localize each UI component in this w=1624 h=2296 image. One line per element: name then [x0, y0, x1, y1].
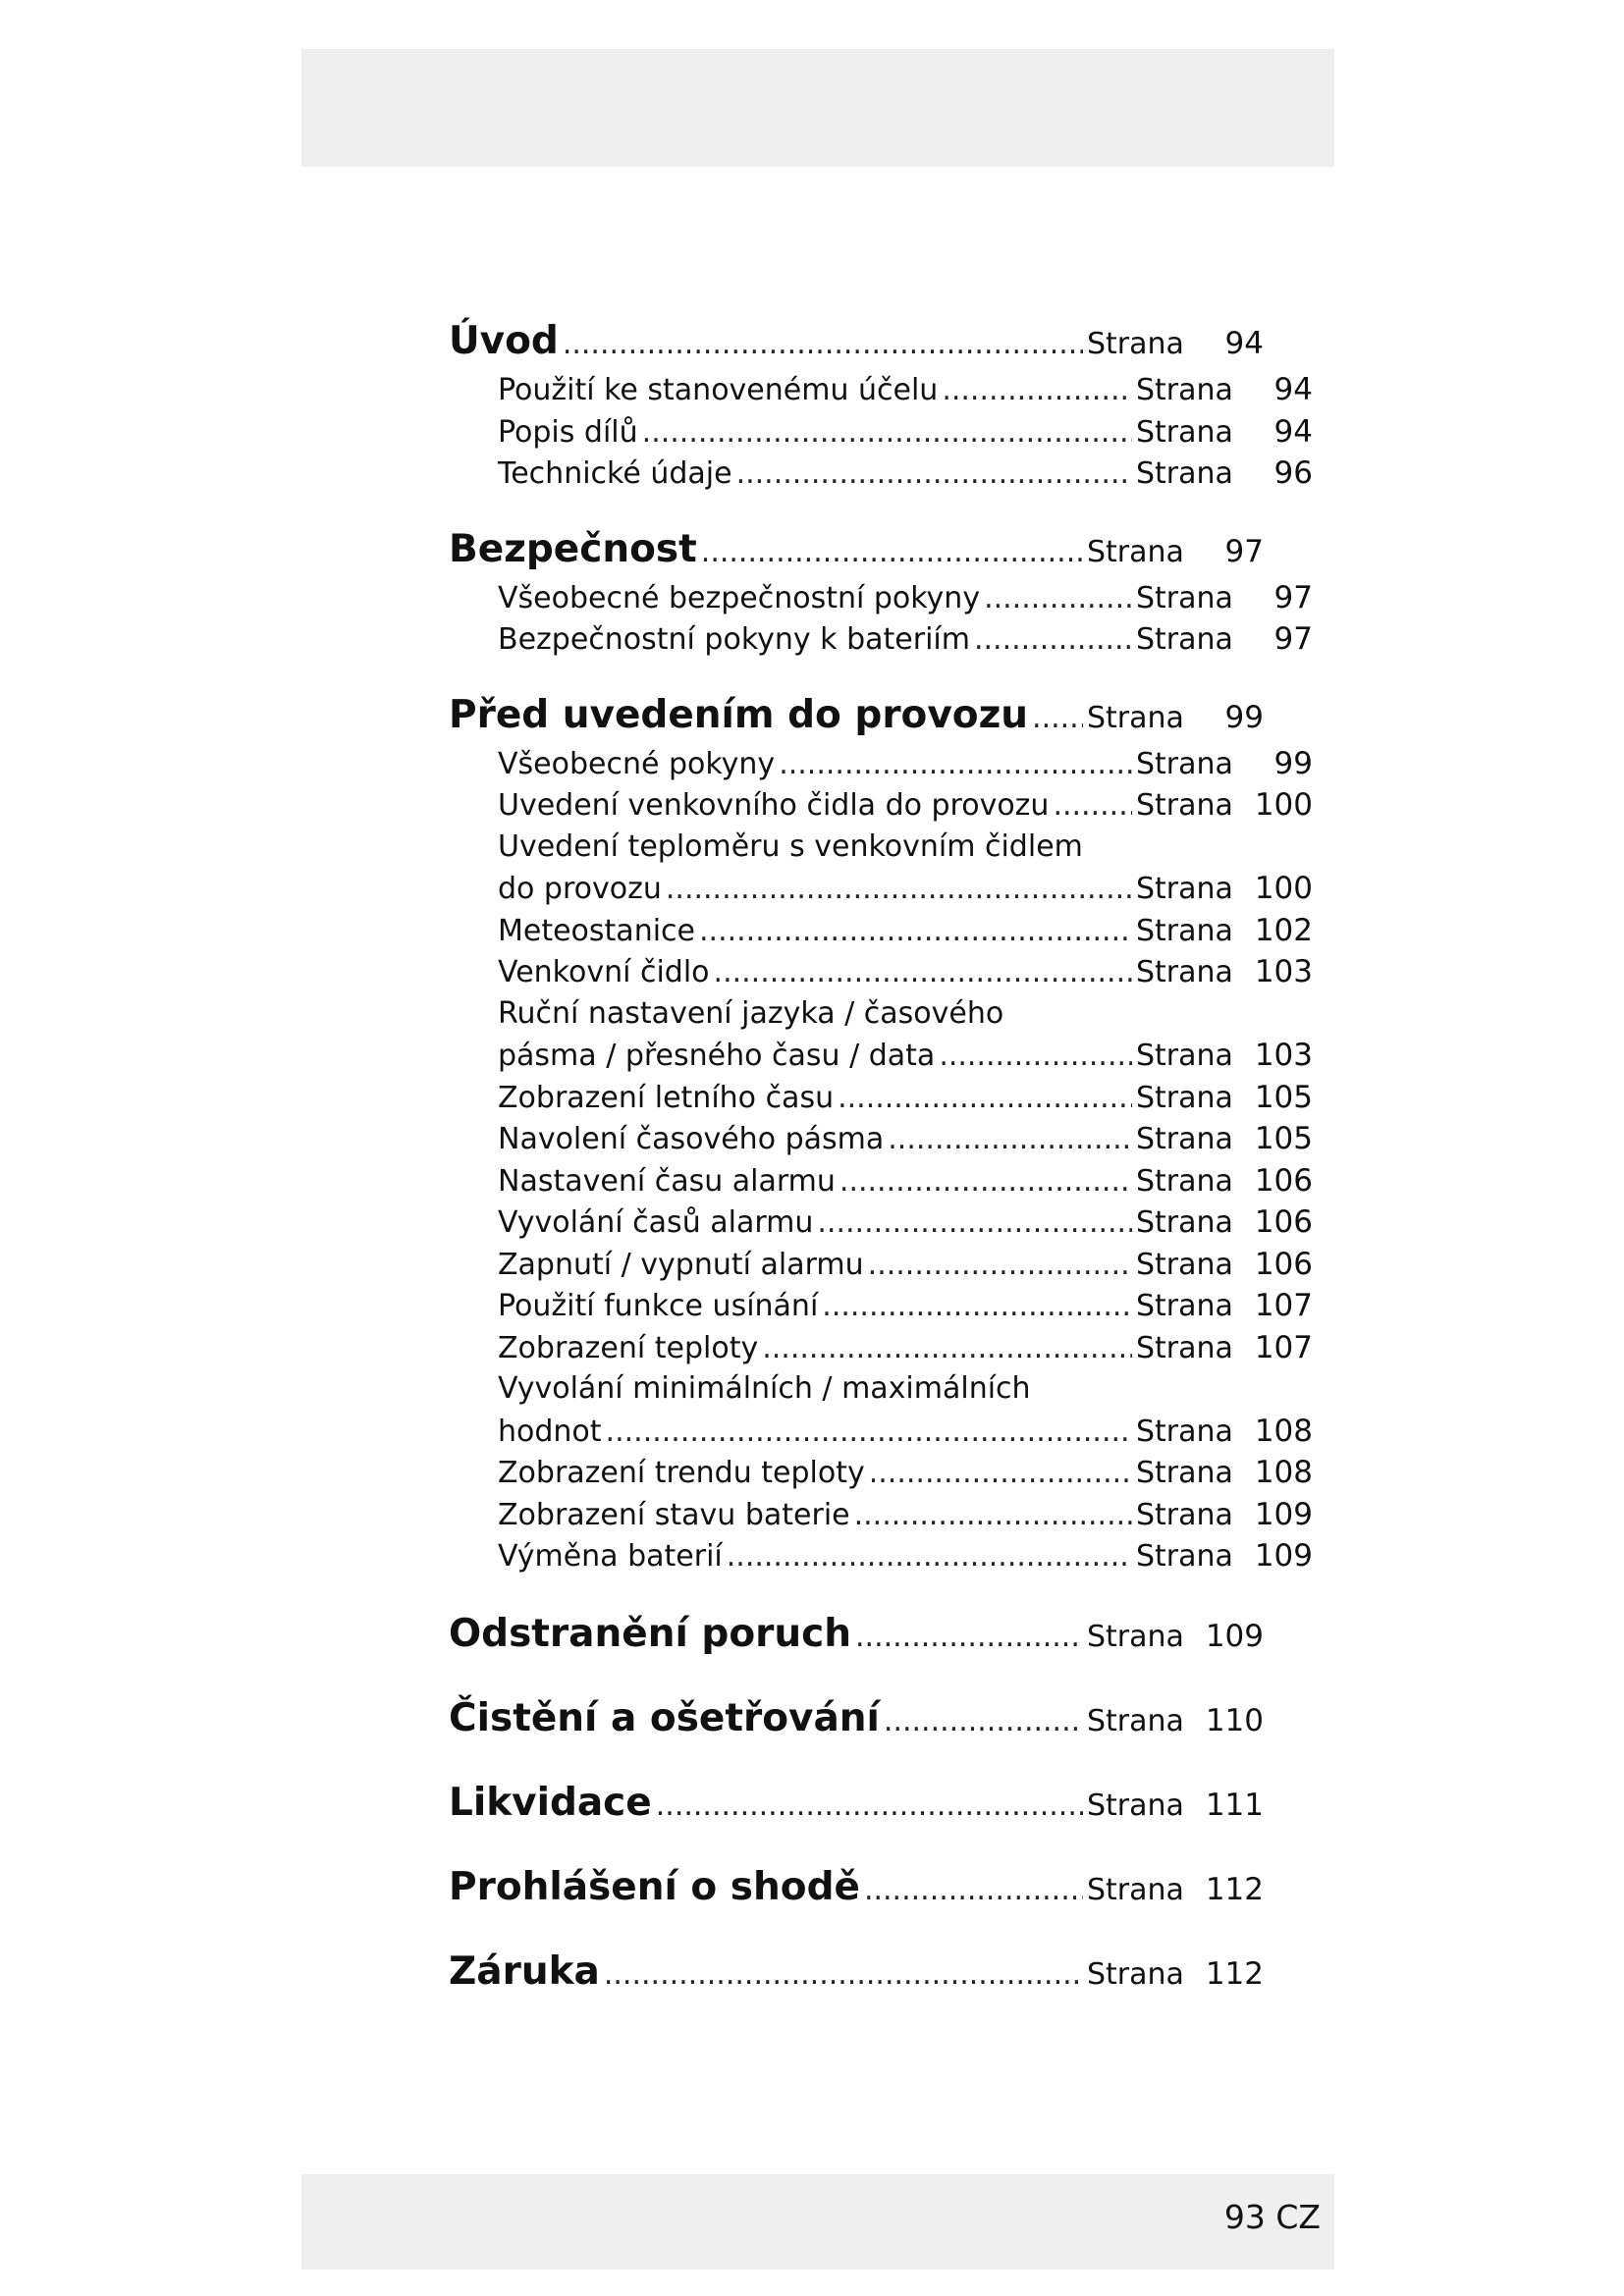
toc-page-number: 100	[1254, 787, 1313, 823]
toc-section-likvidace[interactable]	[449, 1776, 1264, 1831]
toc-spacer	[449, 1662, 1264, 1691]
toc-item-title-line1: Uvedení teploměru s venkovním čidlem	[498, 828, 1083, 864]
toc-item-title: Vyvolání časů alarmu	[498, 1205, 814, 1240]
toc-page-number: 109	[1205, 1618, 1264, 1654]
toc-page-number: 106	[1254, 1246, 1313, 1282]
toc-page-number: 109	[1254, 1496, 1313, 1532]
toc-leader-dots	[817, 1202, 1132, 1245]
toc-item-title: Uvedení venkovního čidla do provozu	[498, 788, 1050, 823]
toc-item-line1	[449, 993, 1313, 1036]
toc-spacer	[449, 1746, 1264, 1776]
toc-item-title: Venkovní čidlo	[498, 955, 710, 989]
toc-item[interactable]	[449, 1411, 1313, 1453]
toc-section-odstraneni-poruch[interactable]	[449, 1607, 1264, 1662]
toc-section-bezpecnost[interactable]	[449, 522, 1264, 577]
toc-spacer	[449, 1831, 1264, 1860]
toc-strana-label: Strana	[1136, 872, 1233, 906]
toc-page-number: 106	[1254, 1204, 1313, 1240]
toc-strana-label: Strana	[1136, 1456, 1233, 1490]
toc-strana-label: Strana	[1087, 1788, 1184, 1823]
toc-leader-dots	[942, 370, 1132, 412]
toc-strana-label: Strana	[1136, 1205, 1233, 1240]
toc-item[interactable]	[449, 411, 1313, 454]
toc-item[interactable]	[449, 1160, 1313, 1202]
toc-item-title: Všeobecné bezpečnostní pokyny	[498, 580, 981, 615]
toc-item-title: Technické údaje	[498, 456, 732, 491]
toc-item-title: Výměna baterií	[498, 1539, 723, 1574]
toc-leader-dots	[939, 1036, 1132, 1078]
toc-section-title: Prohlášení o shodě	[449, 1864, 860, 1909]
toc-page-number: 97	[1273, 579, 1313, 615]
toc-leader-dots	[779, 744, 1132, 786]
toc-leader-dots	[1053, 785, 1132, 828]
toc-leader-dots	[868, 1245, 1132, 1287]
toc-section-title: Záruka	[449, 1949, 600, 1994]
toc-strana-label: Strana	[1087, 1703, 1184, 1738]
toc-item-title: Všeobecné pokyny	[498, 746, 776, 781]
toc-page-number: 103	[1254, 954, 1313, 989]
toc-item[interactable]	[449, 1244, 1313, 1286]
toc-section-cisteni[interactable]	[449, 1691, 1264, 1746]
toc-page-number: 105	[1254, 1079, 1313, 1115]
toc-leader-dots	[1032, 691, 1083, 746]
toc-item[interactable]	[449, 1035, 1313, 1077]
toc-item-title: Zobrazení letního času	[498, 1080, 835, 1115]
toc-strana-label: Strana	[1136, 746, 1233, 781]
toc-leader-dots	[714, 952, 1132, 994]
toc-item[interactable]	[449, 577, 1313, 619]
toc-strana-label: Strana	[1136, 1039, 1233, 1073]
toc-strana-label: Strana	[1136, 955, 1233, 989]
table-of-contents	[449, 314, 1313, 2000]
toc-item[interactable]	[449, 743, 1313, 785]
toc-item[interactable]	[449, 1077, 1313, 1119]
toc-page-number: 108	[1254, 1455, 1313, 1490]
toc-item-title-line1: Ruční nastavení jazyka / časového	[498, 995, 1004, 1031]
toc-strana-label: Strana	[1136, 788, 1233, 823]
toc-item[interactable]	[449, 1118, 1313, 1160]
toc-item-title: do provozu	[498, 872, 662, 906]
toc-item-title: Zobrazení trendu teploty	[498, 1456, 865, 1490]
toc-item-title: Použití ke stanovenému účelu	[498, 373, 939, 407]
toc-strana-label: Strana	[1136, 622, 1233, 657]
toc-page-number: 107	[1254, 1329, 1313, 1365]
toc-item-title: Popis dílů	[498, 414, 638, 450]
toc-section-title: Před uvedením do provozu	[449, 692, 1029, 737]
toc-page-number: 112	[1205, 1955, 1264, 1992]
toc-section-prohlaseni[interactable]	[449, 1860, 1264, 1915]
header-band	[301, 49, 1334, 167]
toc-page-number: 102	[1254, 912, 1313, 948]
toc-leader-dots	[984, 578, 1132, 620]
toc-leader-dots	[854, 1495, 1132, 1537]
toc-strana-label: Strana	[1136, 1539, 1233, 1574]
toc-page-number: 112	[1205, 1871, 1264, 1907]
toc-section-uvod[interactable]	[449, 314, 1264, 369]
toc-leader-dots	[884, 1694, 1083, 1749]
toc-leader-dots	[666, 869, 1132, 911]
toc-page-number: 109	[1254, 1538, 1313, 1574]
toc-item[interactable]	[449, 369, 1313, 411]
toc-leader-dots	[839, 1161, 1132, 1203]
toc-item[interactable]	[449, 453, 1313, 495]
toc-page-number: 94	[1273, 413, 1313, 450]
toc-strana-label: Strana	[1136, 456, 1233, 491]
toc-item-title: Zapnutí / vypnutí alarmu	[498, 1247, 864, 1282]
toc-page-number: 97	[1224, 533, 1264, 569]
toc-item-title: Meteostanice	[498, 913, 695, 948]
toc-leader-dots	[822, 1286, 1132, 1328]
toc-page-number: 99	[1224, 699, 1264, 735]
toc-item[interactable]	[449, 784, 1313, 827]
toc-page-number: 99	[1273, 745, 1313, 781]
toc-item[interactable]	[449, 951, 1313, 993]
toc-item-line1	[449, 827, 1313, 869]
toc-item-title: Navolení časového pásma	[498, 1122, 885, 1156]
toc-spacer	[449, 1915, 1264, 1945]
toc-spacer	[449, 661, 1264, 688]
toc-leader-dots	[727, 1536, 1132, 1578]
toc-spacer	[449, 495, 1264, 522]
toc-strana-label: Strana	[1136, 1497, 1233, 1532]
toc-leader-dots	[606, 1412, 1132, 1454]
toc-item[interactable]	[449, 1535, 1313, 1577]
toc-item[interactable]	[449, 1201, 1313, 1244]
toc-page-number: 108	[1254, 1413, 1313, 1449]
toc-leader-dots	[563, 317, 1083, 372]
toc-strana-label: Strana	[1136, 1414, 1233, 1449]
toc-item[interactable]	[449, 1452, 1313, 1494]
toc-page-number: 94	[1224, 326, 1264, 361]
toc-strana-label: Strana	[1136, 580, 1233, 615]
page-number: 93 CZ	[1223, 2198, 1321, 2236]
toc-page-number: 110	[1205, 1702, 1264, 1738]
toc-leader-dots	[888, 1119, 1132, 1161]
toc-strana-label: Strana	[1136, 414, 1233, 450]
toc-leader-dots	[656, 1779, 1083, 1834]
toc-leader-dots	[736, 454, 1132, 496]
toc-item[interactable]	[449, 910, 1313, 952]
toc-item-title: pásma / přesného času / data	[498, 1039, 936, 1073]
toc-page-number: 105	[1254, 1121, 1313, 1156]
toc-section-title: Bezpečnost	[449, 526, 697, 571]
toc-leader-dots	[701, 525, 1083, 580]
toc-leader-dots	[642, 412, 1132, 454]
toc-strana-label: Strana	[1136, 1330, 1233, 1365]
toc-section-title: Čistění a ošetřování	[449, 1695, 880, 1740]
toc-strana-label: Strana	[1136, 1122, 1233, 1156]
toc-page-number: 100	[1254, 871, 1313, 906]
toc-section-pred-uvedenim[interactable]	[449, 688, 1264, 743]
toc-leader-dots	[604, 1948, 1083, 2002]
toc-item-title: Bezpečnostní pokyny k bateriím	[498, 622, 970, 657]
toc-strana-label: Strana	[1087, 534, 1184, 569]
toc-strana-label: Strana	[1087, 700, 1184, 735]
toc-strana-label: Strana	[1136, 373, 1233, 407]
toc-strana-label: Strana	[1087, 327, 1184, 361]
toc-item[interactable]	[449, 1327, 1313, 1369]
toc-leader-dots	[869, 1453, 1132, 1495]
toc-leader-dots	[699, 911, 1132, 953]
toc-item-line1	[449, 1368, 1313, 1411]
toc-section-title: Úvod	[449, 319, 559, 363]
toc-strana-label: Strana	[1136, 913, 1233, 948]
toc-item-title: Zobrazení teploty	[498, 1330, 759, 1365]
toc-page-number: 94	[1273, 372, 1313, 407]
toc-item-title: Použití funkce usínání	[498, 1289, 819, 1323]
toc-item[interactable]	[449, 868, 1313, 910]
toc-strana-label: Strana	[1136, 1080, 1233, 1115]
toc-item-title-line1: Vyvolání minimálních / maximálních	[498, 1371, 1031, 1406]
toc-item[interactable]	[449, 618, 1313, 661]
toc-section-title: Likvidace	[449, 1780, 652, 1825]
toc-page-number: 103	[1254, 1038, 1313, 1073]
toc-strana-label: Strana	[1136, 1163, 1233, 1199]
toc-item-title: Nastavení času alarmu	[498, 1163, 836, 1199]
toc-leader-dots	[762, 1328, 1132, 1370]
toc-leader-dots	[838, 1078, 1132, 1120]
toc-leader-dots	[864, 1863, 1083, 1918]
footer-band	[301, 2174, 1334, 2269]
toc-page-number: 97	[1273, 621, 1313, 657]
toc-spacer	[449, 1577, 1264, 1607]
toc-strana-label: Strana	[1087, 1619, 1184, 1654]
toc-section-zaruka[interactable]	[449, 1945, 1264, 2000]
toc-section-title: Odstranění poruch	[449, 1611, 851, 1656]
toc-strana-label: Strana	[1136, 1247, 1233, 1282]
toc-page-number: 106	[1254, 1162, 1313, 1199]
toc-page-number: 107	[1254, 1288, 1313, 1323]
toc-page-number: 111	[1205, 1787, 1264, 1823]
toc-leader-dots	[855, 1610, 1083, 1665]
toc-strana-label: Strana	[1136, 1289, 1233, 1323]
toc-item-title: Zobrazení stavu baterie	[498, 1497, 850, 1532]
toc-item[interactable]	[449, 1285, 1313, 1327]
toc-leader-dots	[974, 619, 1132, 662]
toc-strana-label: Strana	[1087, 1872, 1184, 1907]
toc-item[interactable]	[449, 1494, 1313, 1536]
toc-strana-label: Strana	[1087, 1956, 1184, 1992]
toc-item-title: hodnot	[498, 1414, 602, 1449]
toc-page-number: 96	[1273, 455, 1313, 491]
